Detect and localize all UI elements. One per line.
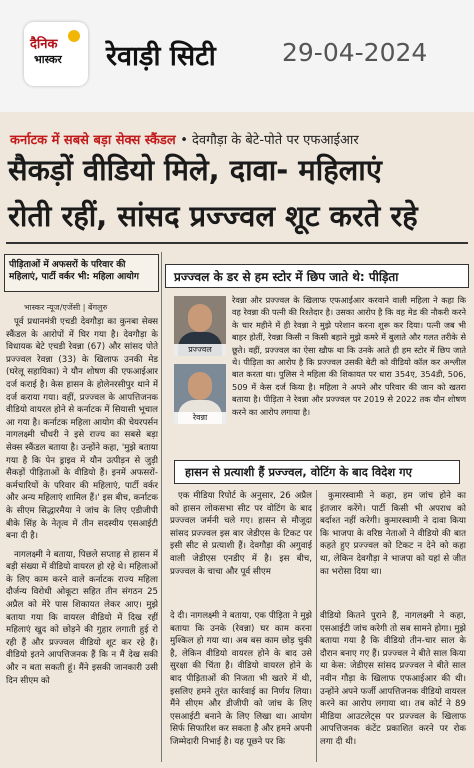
dainik-bhaskar-logo[interactable] (24, 22, 88, 86)
article-paragraph: पूर्व प्रधानमंत्री एचडी देवगौड़ा का कुनबा सेक्स स्कैंडल के आरोपों में घिर गया है। देवगौड़ा के विधायक बेटे एचडी रेवन्ना (67) और सांसद पोते प्रज्ज्वल रेवन्ना (33) के खिलाफ उनकी मेड (घरेलू सहायिका) ने यौन शोषण की एफआईआर दर्ज कराई है। केस हासन के होलेनरसीपुर थाने में दर्ज कराया गया। वहीं, प्रज्ज्वल के आपत्तिजनक वीडियो वायरल होने से कर्नाटक में सियासी भूचाल आ गया है। कर्नाटक महिला आयोग की चेयरपर्सन नागलक्ष्मी चौधरी ने इसे राज्य का सबसे बड़ा सेक्स स्कैंडल बताया है। उन्होंने कहा, 'मुझे बताया गया है कि पेन ड्राइव में यौन उत्पीड़न से जुड़ी सैकड़ों पीड़िताओं के वीडियो हैं। इनमें अफसरों-कर्मचारियों के परिवार की महिलाएं, पार्टी वर्कर और अन्य महिलाएं शामिल हैं।' इस बीच, कर्नाटक के सीएम सिद्धारमैया ने जांच के लिए एडीजीपी बीके सिंह के नेतृत्व में तीन सदस्यीय एसआईटी बना दी है। (6, 317, 158, 542)
sidebar-highlight-text: पीड़िताओं में अफसरों के परिवार की महिलाएं, पार्टी वर्कर भी: महिला आयोग (9, 260, 139, 282)
headline-rule (6, 242, 468, 244)
headline-line-2: रोती रहीं, सांसद प्रज्ज्वल शूट करते रहे (8, 199, 418, 233)
kicker (10, 130, 359, 148)
logo-sun-icon (68, 30, 80, 42)
mid-column-1 (170, 490, 312, 604)
column-divider (316, 490, 317, 762)
lower-column-3 (320, 610, 466, 762)
lower-paragraph: वीडियो कितने पुराने हैं, नागलक्ष्मी ने कहा, एसआईटी जांच करेगी तो सब सामने होगा। मुझे बताया गया है कि वीडियो तीन-चार साल के दौरान बनाए गए हैं। प्रज्ज्वल ने बीते साल किया था केस: जेडीएस सांसद प्रज्ज्वल ने बीते साल नवीन गौड़ा के खिलाफ एफआईआर की थी। उन्होंने अपने फर्जी आपत्तिजनक वीडियो वायरल करने का आरोप लगाया था। तब कोर्ट ने 89 मीडिया आउटलेट्स पर प्रज्ज्वल के खिलाफ आपत्तिजनक कंटेंट प्रकाशित करने पर रोक लगा दी थी। (320, 611, 466, 747)
logo-text-1: दैनिक (30, 37, 58, 52)
photo-caption: रेवन्ना (174, 412, 226, 424)
person-icon (188, 304, 212, 332)
photo-revanna (174, 364, 226, 424)
photo-caption: प्रज्ज्वल (174, 344, 226, 356)
box-story-text (232, 294, 466, 444)
kicker-sub: • देवगौड़ा के बेटे-पोते पर एफआईआर (180, 133, 359, 148)
edition-date: 29-04-2024 (282, 38, 428, 67)
column-divider (161, 252, 162, 762)
headline-line-1: सैकड़ों वीडियो मिले, दावा- महिलाएं (8, 153, 382, 187)
kicker-main: कर्नाटक में सबसे बड़ा सेक्स स्कैंडल (10, 133, 176, 148)
box-story-paragraph: रेवन्ना और प्रज्ज्वल के खिलाफ एफआईआर करवाने वाली महिला ने कहा कि वह रेवन्ना की पत्नी की रिश्तेदार है। उसका आरोप है कि वह मेड की नौकरी करने के चार महीने में ही रेवन्ना ने मुझे परेशान करना शुरू कर दिया। पत्नी जब भी बाहर होतीं, रेवन्ना किसी न किसी बहाने मुझे कमरे में बुलाते और गलत तरीके से छूते। वहीं, प्रज्ज्वल का ऐसा खौफ था कि उनके आते ही हम स्टोर में छिप जाते थे। पीड़िता का आरोप है कि प्रज्ज्वल उसकी बेटी को वीडियो कॉल कर अश्लील बात करता था। पुलिस ने महिला की शिकायत पर धारा 354ए, 354डी, 506, 509 में केस दर्ज किया है। महिला ने अपने और परिवार की जान को खतरा बताया है। पीड़िता ने रेवन्ना और प्रज्ज्वल पर 2019 से 2022 तक यौन शोषण करने का आरोप लगाया है। (232, 295, 466, 417)
lower-paragraph: दे दी। नागलक्ष्मी ने बताया, एक पीड़िता ने मुझे बताया कि उनके (रेवन्ना) घर काम करना मुश्किल हो गया था। अब बस काम छोड़ चुकी है, लेकिन वीडियो वायरल होने के बाद उसे सुरक्षा की चिंता है। वीडियो वायरल होने के बाद पीड़िताओं की निजता भी खतरे में थी, इसलिए हमने तुरंत कार्रवाई का निर्णय लिया। मैंने सीएम और डीजीपी को जांच के लिए एसआईटी बनाने के लिए लिखा था। आयोग सिर्फ सिफारिश कर सकता है और हमने अपनी जिम्मेदारी निभाई है। यह पूछने पर कि (170, 611, 312, 747)
box-title-text: प्रज्ज्वल के डर से हम स्टोर में छिप जाते थे: पीड़िता (174, 270, 399, 284)
sidebar-highlight (4, 254, 159, 292)
mid-paragraph: एक मीडिया रिपोर्ट के अनुसार, 26 अप्रैल को हासन लोकसभा सीट पर वोटिंग के बाद प्रज्ज्वल जर्मनी चले गए। हासन से मौजूदा सांसद प्रज्ज्वल इस बार जेडीएस के टिकट पर इसी सीट से प्रत्याशी हैं। देवगौड़ा की अगुवाई वाली जेडीएस एनडीए में है। इस बीच, प्रज्ज्वल के चाचा और पूर्व सीएम (170, 491, 312, 577)
mid-column-2 (320, 490, 466, 604)
article-column-1 (6, 316, 158, 762)
article-paragraph: नागलक्ष्मी ने बताया, पिछले सप्ताह से हासन में बड़ी संख्या में वीडियो वायरल हो रहे थे। महिलाओं के लिए काम करने वाले कर्नाटक राज्य महिला दौर्जन्य विरोधी ओकूटा सहित तीन संगठन 25 अप्रैल को मेरे पास शिकायत लेकर आए। मुझे बताया गया कि वायरल वीडियो में दिख रहीं महिलाएं खुद को छोड़ने की गुहार लगाती हुई रो रही हैं और प्रज्ज्वल वीडियो शूट कर रहे हैं। वीडियो इतने आपत्तिजनक हैं कि न मैं देख सकी और न बता सकती हूं। मैंने इसकी जानकारी उसी दिन सीएम को (6, 549, 158, 686)
sub-headline (174, 460, 460, 484)
lower-column-2 (170, 610, 312, 762)
person-icon (188, 372, 212, 400)
sub-headline-text: हासन से प्रत्याशी हैं प्रज्ज्वल, वोटिंग के बाद विदेश गए (185, 465, 412, 479)
city-title: रेवाड़ी सिटी (106, 41, 216, 72)
logo-text-2: भास्कर (34, 53, 62, 66)
app-header (0, 0, 474, 112)
photo-prajwal (174, 296, 226, 356)
byline: भास्कर न्यूज/एजेंसी | बेंगलुरु (24, 303, 108, 312)
mid-paragraph: कुमारस्वामी ने कहा, हम जांच होने का इंतजार करेंगे। पार्टी किसी भी अपराध को बर्दाश्त नहीं करेगी। कुमारस्वामी ने दावा किया कि भाजपा के वरिष्ठ नेताओं ने वीडियो की बात कहते हुए प्रज्ज्वल को टिकट न देने को कहा था, लेकिन देवगौड़ा ने भाजपा को यहां से जीत का भरोसा दिया था। (320, 491, 466, 577)
box-title (165, 264, 469, 288)
